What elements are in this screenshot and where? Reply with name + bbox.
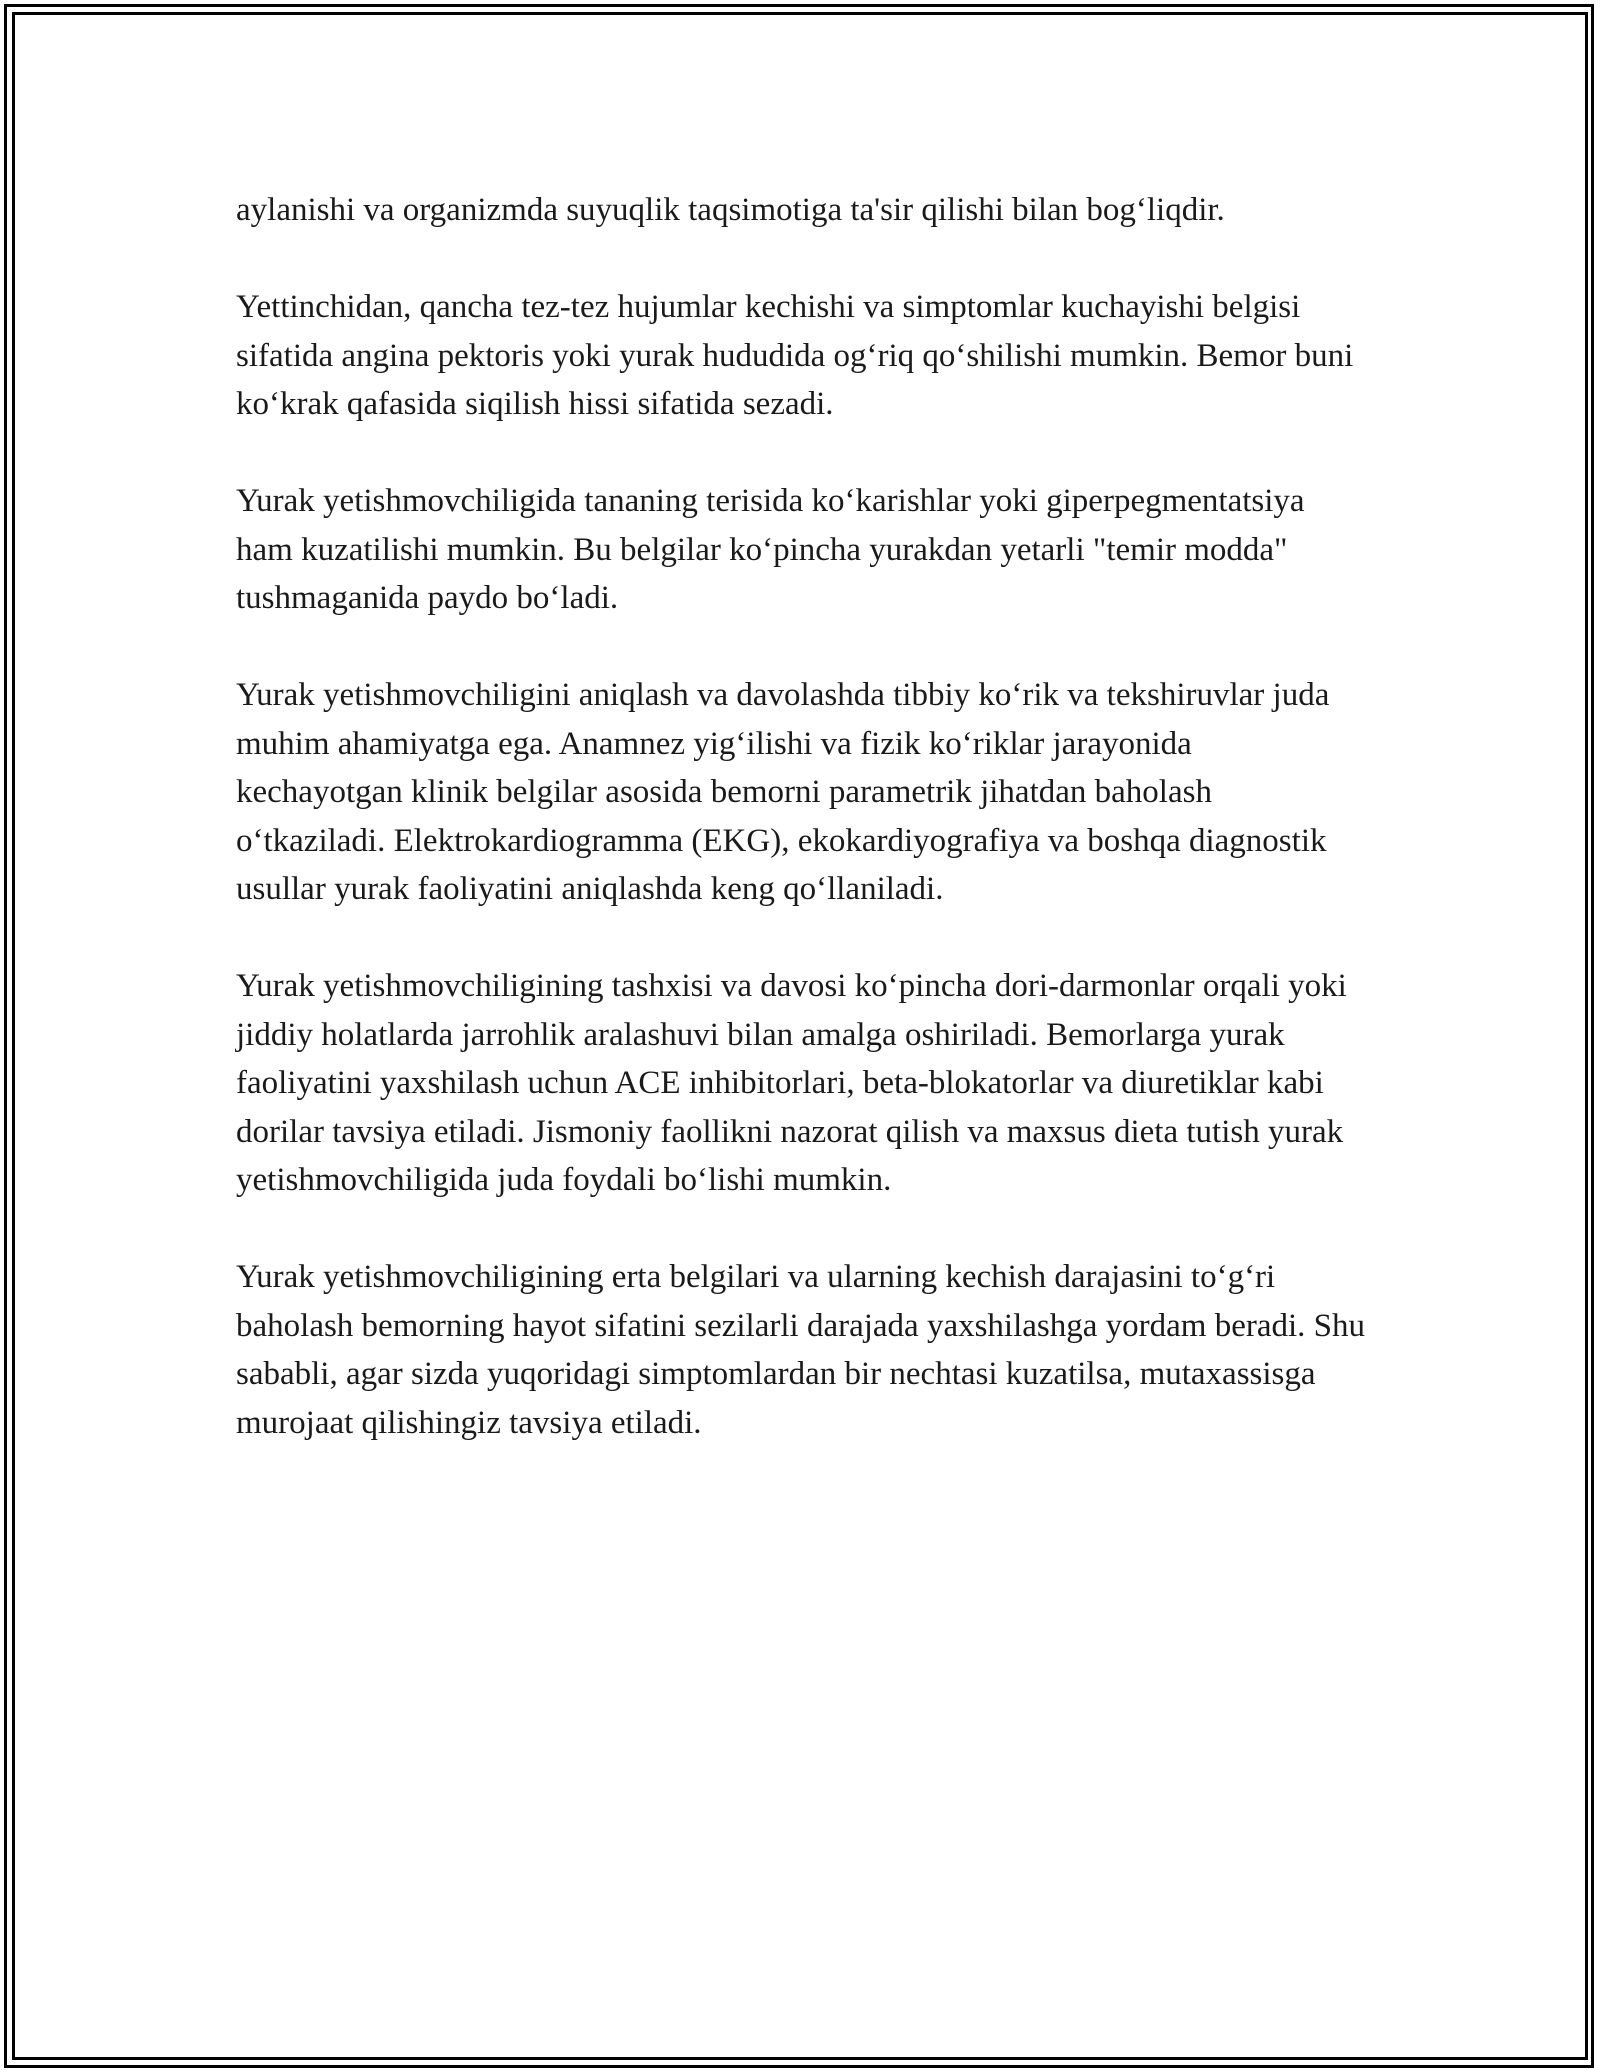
document-body [236, 186, 1366, 1496]
paragraph-skin-signs: Yurak yetishmovchiligida tananing terisida ko‘karishlar yoki giperpegmentatsiya ham kuzatilishi mumkin. Bu belgilar ko‘pincha yurakdan yetarli "temir modda" tushmaganida paydo bo‘ladi. [236, 483, 1305, 616]
paragraph-angina: Yettinchidan, qancha tez-tez hujumlar kechishi va simptomlar kuchayishi belgisi sifatida angina pektoris yoki yurak hududida og‘riq qo‘shilishi mumkin. Bemor buni ko‘krak qafasida siqilish hissi sifatida sezadi. [236, 289, 1354, 422]
paragraph-treatment: Yurak yetishmovchiligining tashxisi va davosi ko‘pincha dori-darmonlar orqali yoki jiddiy holatlarda jarrohlik aralashuvi bilan amalga oshiriladi. Bemorlarga yurak faoliyatini yaxshilash uchun ACE inhibitorlari, beta-blokatorlar va diuretiklar kabi dorilar tavsiya etiladi. Jismoniy faollikni nazorat qilish va maxsus dieta tutish yurak yetishmovchiligida juda foydali bo‘lishi mumkin. [236, 968, 1347, 1198]
paragraph-continuation: aylanishi va organizmda suyuqlik taqsimotiga ta'sir qilishi bilan bog‘liqdir. [236, 192, 1225, 228]
paragraph-conclusion: Yurak yetishmovchiligining erta belgilari va ularning kechish darajasini to‘g‘ri baholash bemorning hayot sifatini sezilarli darajada yaxshilashga yordam beradi. Shu sababli, agar sizda yuqoridagi simptomlardan bir nechtasi kuzatilsa, mutaxassisga murojaat qilishingiz tavsiya etiladi. [236, 1259, 1366, 1441]
paragraph-diagnosis: Yurak yetishmovchiligini aniqlash va davolashda tibbiy ko‘rik va tekshiruvlar juda muhim ahamiyatga ega. Anamnez yig‘ilishi va fizik ko‘riklar jarayonida kechayotgan klinik belgilar asosida bemorni parametrik jihatdan baholash o‘tkaziladi. Elektrokardiogramma (EKG), ekokardiyografiya va boshqa diagnostik usullar yurak faoliyatini aniqlashda keng qo‘llaniladi. [236, 677, 1330, 907]
